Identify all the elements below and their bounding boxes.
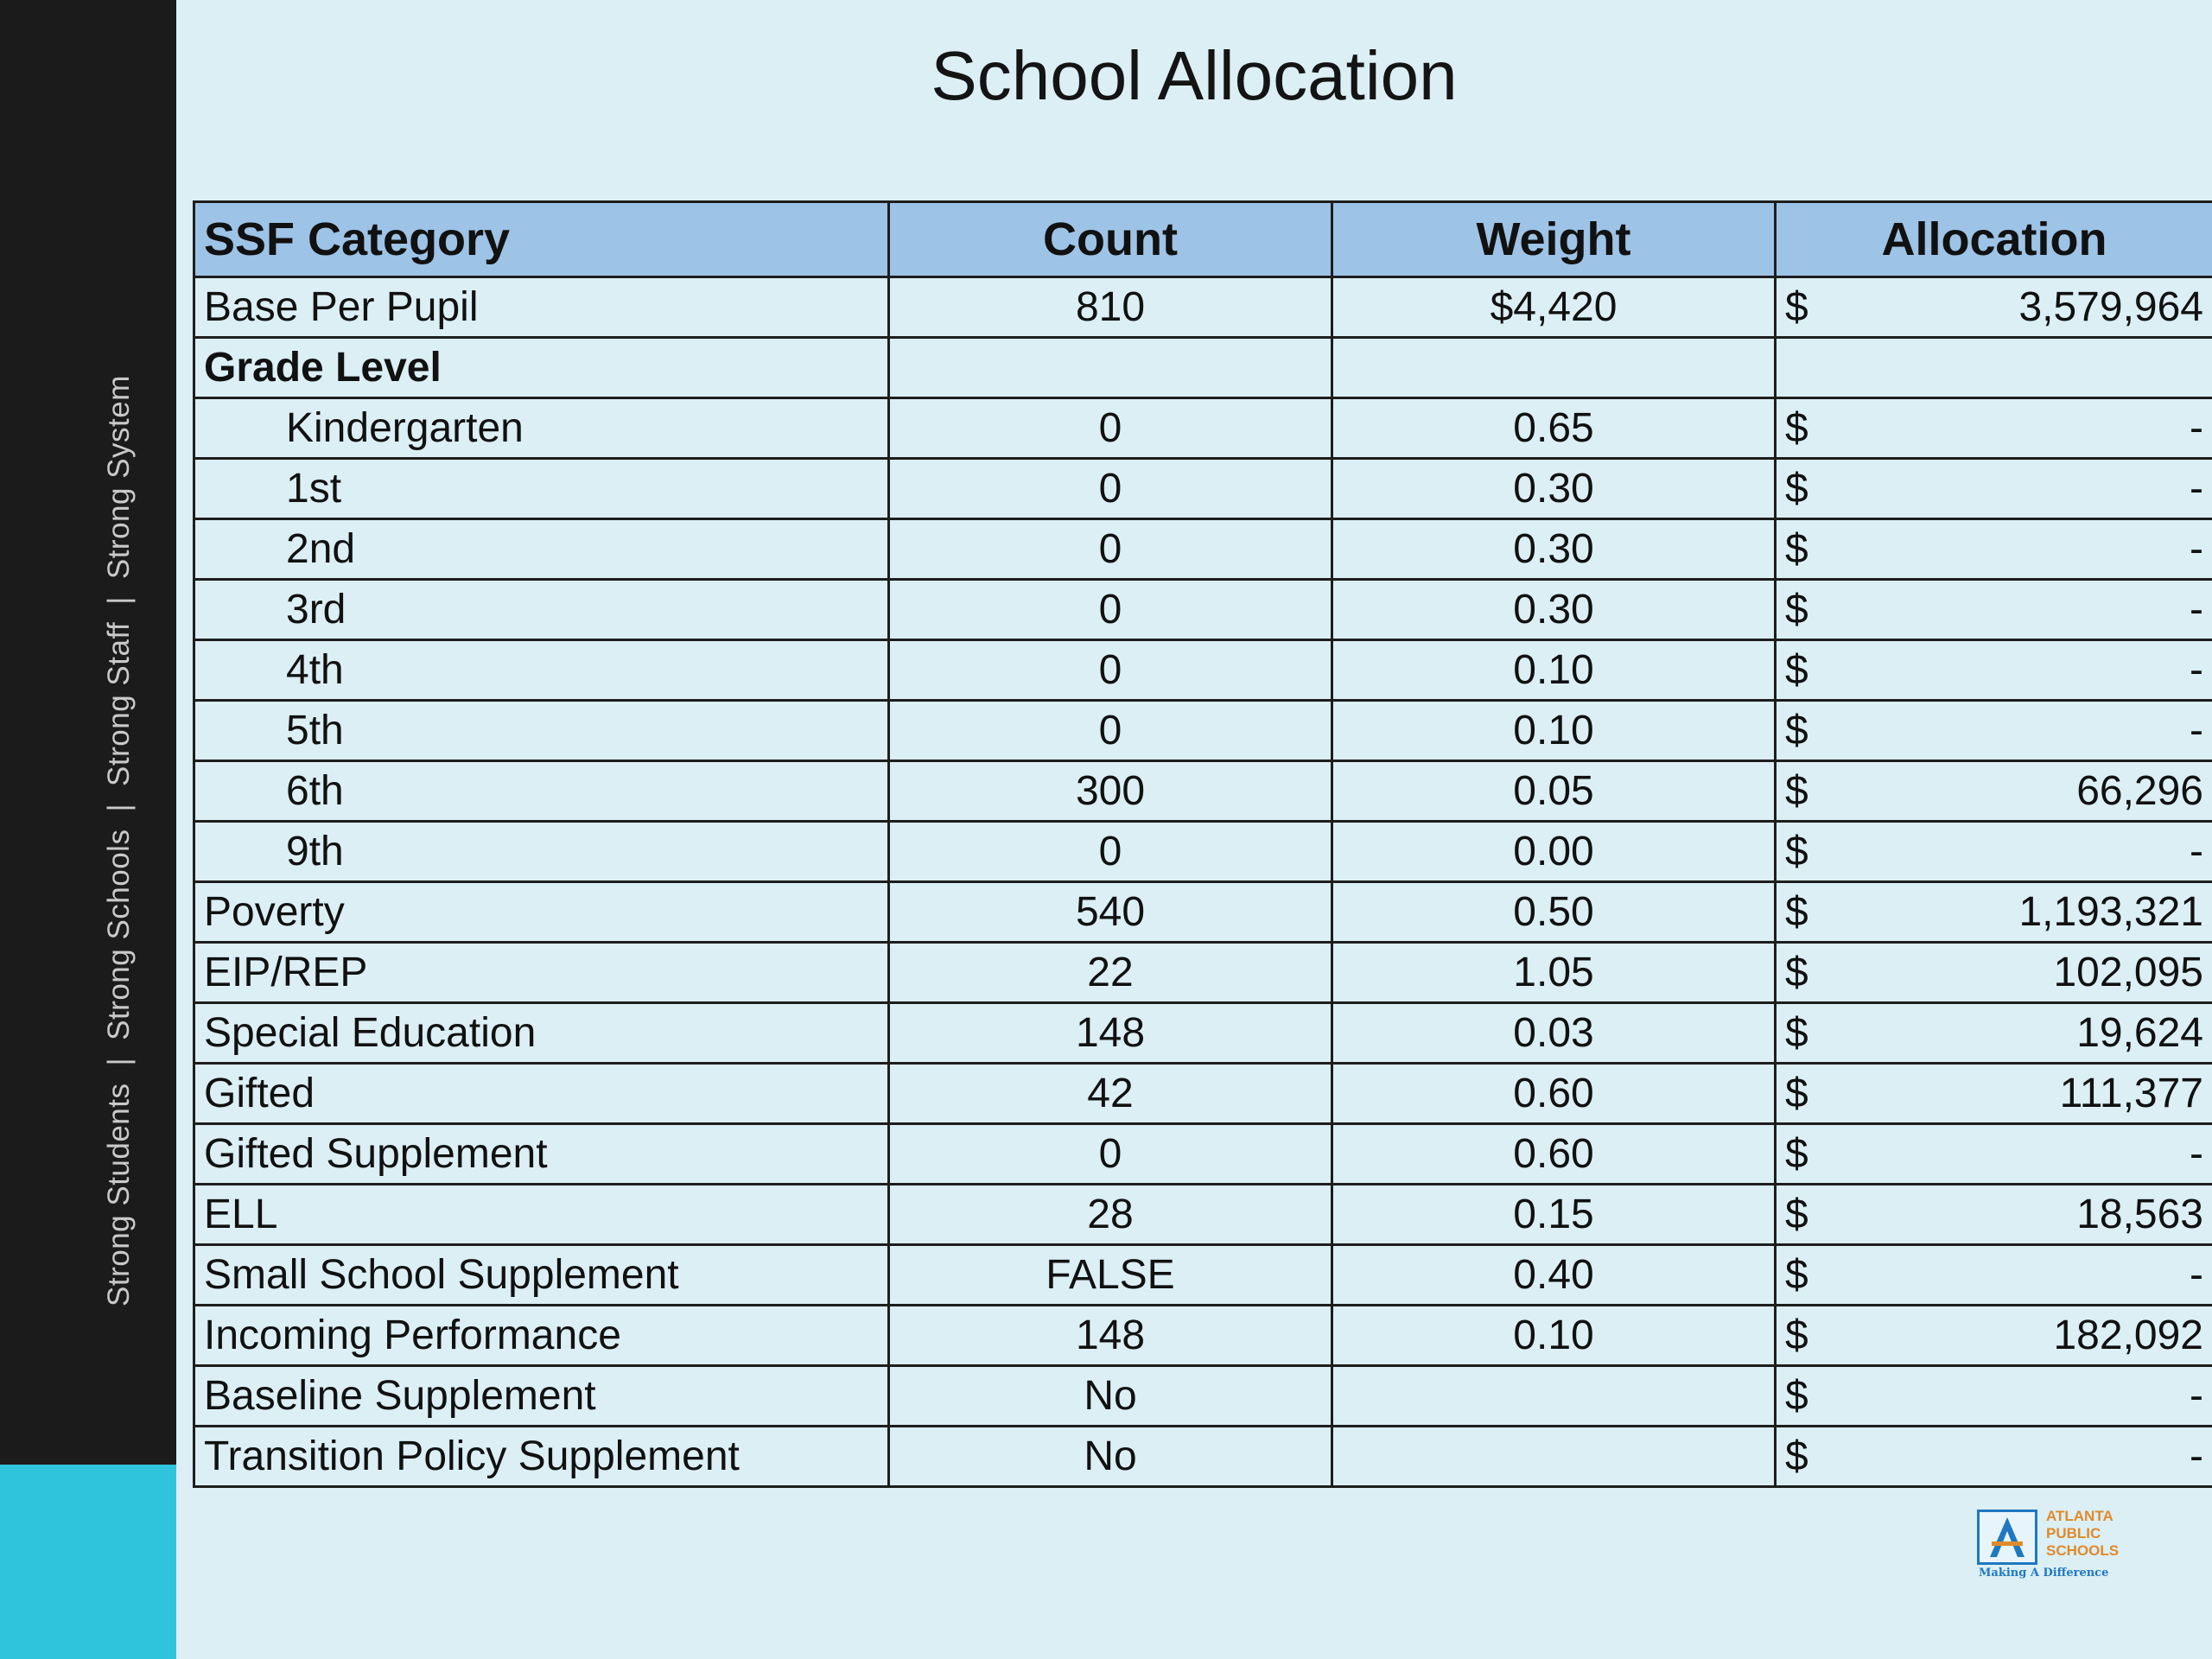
cell-weight: 0.65	[1332, 398, 1776, 459]
cell-allocation	[1776, 761, 2212, 822]
tagline-item: Strong Schools	[102, 829, 136, 1040]
header-count: Count	[889, 202, 1332, 277]
cell-category: 3rd	[194, 580, 889, 640]
cell-category: Poverty	[194, 882, 889, 943]
cell-category: 9th	[194, 822, 889, 882]
header-row	[194, 202, 2212, 277]
sidebar-tagline	[104, 375, 134, 1306]
allocation-currency: $	[1785, 1071, 1808, 1116]
cell-count: 0	[889, 459, 1332, 519]
table-row	[194, 1366, 2212, 1427]
cell-category: 2nd	[194, 519, 889, 580]
allocation-currency: $	[1785, 1252, 1808, 1298]
allocation-amount: 18,563	[2076, 1192, 2203, 1237]
allocation-currency: $	[1785, 829, 1808, 874]
table-row	[194, 1185, 2212, 1245]
cell-count: FALSE	[889, 1245, 1332, 1306]
cell-count: 0	[889, 398, 1332, 459]
allocation-amount: -	[2190, 526, 2203, 572]
table-header	[194, 202, 2212, 277]
table-row	[194, 943, 2212, 1003]
table-row	[194, 1245, 2212, 1306]
cell-allocation	[1776, 640, 2212, 701]
allocation-currency: $	[1785, 1313, 1808, 1358]
allocation-amount: -	[2190, 1131, 2203, 1177]
allocation-currency: $	[1785, 405, 1808, 451]
cell-weight: 0.05	[1332, 761, 1776, 822]
cell-allocation	[1776, 1427, 2212, 1487]
cell-allocation	[1776, 459, 2212, 519]
cell-category: Special Education	[194, 1003, 889, 1064]
logo-line-2: PUBLIC	[2046, 1525, 2101, 1541]
cell-count: 0	[889, 701, 1332, 761]
allocation-amount: -	[2190, 405, 2203, 451]
table-row	[194, 701, 2212, 761]
allocation-currency: $	[1785, 1433, 1808, 1479]
cell-allocation	[1776, 1003, 2212, 1064]
cell-allocation	[1776, 1124, 2212, 1185]
cell-allocation	[1776, 1245, 2212, 1306]
allocation-amount: 111,377	[2059, 1071, 2203, 1116]
allocation-currency: $	[1785, 526, 1808, 572]
cell-weight: 0.30	[1332, 519, 1776, 580]
cell-count: 810	[889, 277, 1332, 338]
table-row	[194, 761, 2212, 822]
cell-weight: 0.40	[1332, 1245, 1776, 1306]
allocation-currency: $	[1785, 466, 1808, 512]
cell-allocation	[1776, 519, 2212, 580]
allocation-amount: 1,193,321	[2018, 889, 2203, 935]
cell-category: Small School Supplement	[194, 1245, 889, 1306]
allocation-currency: $	[1785, 950, 1808, 995]
cell-category: Grade Level	[194, 338, 889, 398]
allocation-amount: -	[2190, 1373, 2203, 1419]
cell-category: Base Per Pupil	[194, 277, 889, 338]
table-row	[194, 1124, 2212, 1185]
cell-category: EIP/REP	[194, 943, 889, 1003]
table-row	[194, 1306, 2212, 1366]
allocation-amount: 66,296	[2076, 768, 2203, 814]
table-row	[194, 640, 2212, 701]
cell-count: No	[889, 1366, 1332, 1427]
cell-category: Gifted	[194, 1064, 889, 1124]
cell-category: Kindergarten	[194, 398, 889, 459]
table-row	[194, 338, 2212, 398]
allocation-amount: -	[2190, 466, 2203, 512]
cell-category: Baseline Supplement	[194, 1366, 889, 1427]
cell-count: 22	[889, 943, 1332, 1003]
tagline-item: Strong Staff	[102, 621, 136, 786]
cell-count: 0	[889, 519, 1332, 580]
allocation-currency: $	[1785, 889, 1808, 935]
cell-weight: 0.60	[1332, 1064, 1776, 1124]
cell-count: 0	[889, 580, 1332, 640]
cell-allocation	[1776, 1366, 2212, 1427]
logo-line-1: ATLANTA	[2046, 1508, 2113, 1524]
cell-weight: 0.60	[1332, 1124, 1776, 1185]
cell-count: 148	[889, 1003, 1332, 1064]
allocation-currency: $	[1785, 1010, 1808, 1056]
cell-weight	[1332, 1427, 1776, 1487]
table-row	[194, 1003, 2212, 1064]
cell-allocation	[1776, 1064, 2212, 1124]
allocation-currency: $	[1785, 587, 1808, 632]
allocation-currency: $	[1785, 647, 1808, 693]
cell-count: 300	[889, 761, 1332, 822]
cell-weight	[1332, 1366, 1776, 1427]
cell-count: 0	[889, 640, 1332, 701]
allocation-currency: $	[1785, 1192, 1808, 1237]
allocation-currency: $	[1785, 708, 1808, 753]
cell-category: ELL	[194, 1185, 889, 1245]
cell-count: 540	[889, 882, 1332, 943]
cell-count: No	[889, 1427, 1332, 1487]
cell-category: 6th	[194, 761, 889, 822]
header-weight: Weight	[1332, 202, 1776, 277]
table-row	[194, 882, 2212, 943]
cell-weight: 0.50	[1332, 882, 1776, 943]
cell-allocation	[1776, 1185, 2212, 1245]
cell-allocation	[1776, 882, 2212, 943]
cell-count: 0	[889, 1124, 1332, 1185]
cell-category: 5th	[194, 701, 889, 761]
cell-count	[889, 338, 1332, 398]
cell-count: 42	[889, 1064, 1332, 1124]
atlanta-public-schools-logo	[1977, 1508, 2128, 1581]
allocation-amount: 182,092	[2053, 1313, 2203, 1358]
table-row	[194, 1427, 2212, 1487]
cell-weight: 0.10	[1332, 640, 1776, 701]
cell-weight: 0.10	[1332, 701, 1776, 761]
allocation-currency: $	[1785, 1131, 1808, 1177]
table-row	[194, 398, 2212, 459]
cell-category: Gifted Supplement	[194, 1124, 889, 1185]
allocation-amount: 3,579,964	[2018, 284, 2203, 330]
cell-category: Incoming Performance	[194, 1306, 889, 1366]
table-row	[194, 1064, 2212, 1124]
allocation-amount: 19,624	[2076, 1010, 2203, 1056]
allocation-amount: -	[2190, 587, 2203, 632]
cell-category: 4th	[194, 640, 889, 701]
cell-allocation	[1776, 701, 2212, 761]
allocation-amount: -	[2190, 829, 2203, 874]
cell-allocation	[1776, 277, 2212, 338]
cell-allocation	[1776, 398, 2212, 459]
cell-count: 28	[889, 1185, 1332, 1245]
cell-allocation	[1776, 338, 2212, 398]
allocation-amount: -	[2190, 708, 2203, 753]
table-row	[194, 277, 2212, 338]
logo-line-3: SCHOOLS	[2046, 1542, 2120, 1559]
page-title: School Allocation	[931, 37, 1458, 114]
cell-weight: 1.05	[1332, 943, 1776, 1003]
logo-mark-icon	[1977, 1510, 2037, 1565]
allocation-table	[193, 200, 2212, 1488]
cell-weight: 0.03	[1332, 1003, 1776, 1064]
logo-wordmark	[2046, 1508, 2119, 1560]
cell-weight: 0.30	[1332, 580, 1776, 640]
cell-allocation	[1776, 1306, 2212, 1366]
allocation-currency: $	[1785, 284, 1808, 330]
allocation-amount: -	[2190, 647, 2203, 693]
allocation-amount: 102,095	[2053, 950, 2203, 995]
cell-weight: 0.00	[1332, 822, 1776, 882]
sidebar	[0, 0, 176, 1659]
tagline-separator: |	[102, 596, 136, 605]
cell-count: 0	[889, 822, 1332, 882]
cell-weight: 0.15	[1332, 1185, 1776, 1245]
cell-category: Transition Policy Supplement	[194, 1427, 889, 1487]
table-row	[194, 580, 2212, 640]
tagline-item: Strong System	[102, 375, 136, 580]
logo-motto: Making A Difference	[1979, 1567, 2109, 1580]
allocation-currency: $	[1785, 768, 1808, 814]
allocation-currency: $	[1785, 1373, 1808, 1419]
header-allocation: Allocation	[1776, 202, 2212, 277]
tagline-separator: |	[102, 1057, 136, 1066]
cell-allocation	[1776, 822, 2212, 882]
header-ssf-category: SSF Category	[194, 202, 889, 277]
allocation-amount: -	[2190, 1433, 2203, 1479]
sidebar-accent-bar	[0, 1465, 176, 1659]
allocation-amount: -	[2190, 1252, 2203, 1298]
table-body	[194, 277, 2212, 1487]
cell-weight: 0.30	[1332, 459, 1776, 519]
cell-allocation	[1776, 580, 2212, 640]
cell-weight: 0.10	[1332, 1306, 1776, 1366]
table-row	[194, 459, 2212, 519]
cell-count: 148	[889, 1306, 1332, 1366]
table-row	[194, 519, 2212, 580]
cell-category: 1st	[194, 459, 889, 519]
tagline-item: Strong Students	[102, 1083, 136, 1306]
table-row	[194, 822, 2212, 882]
cell-weight: $4,420	[1332, 277, 1776, 338]
cell-allocation	[1776, 943, 2212, 1003]
tagline-separator: |	[102, 803, 136, 812]
cell-weight	[1332, 338, 1776, 398]
